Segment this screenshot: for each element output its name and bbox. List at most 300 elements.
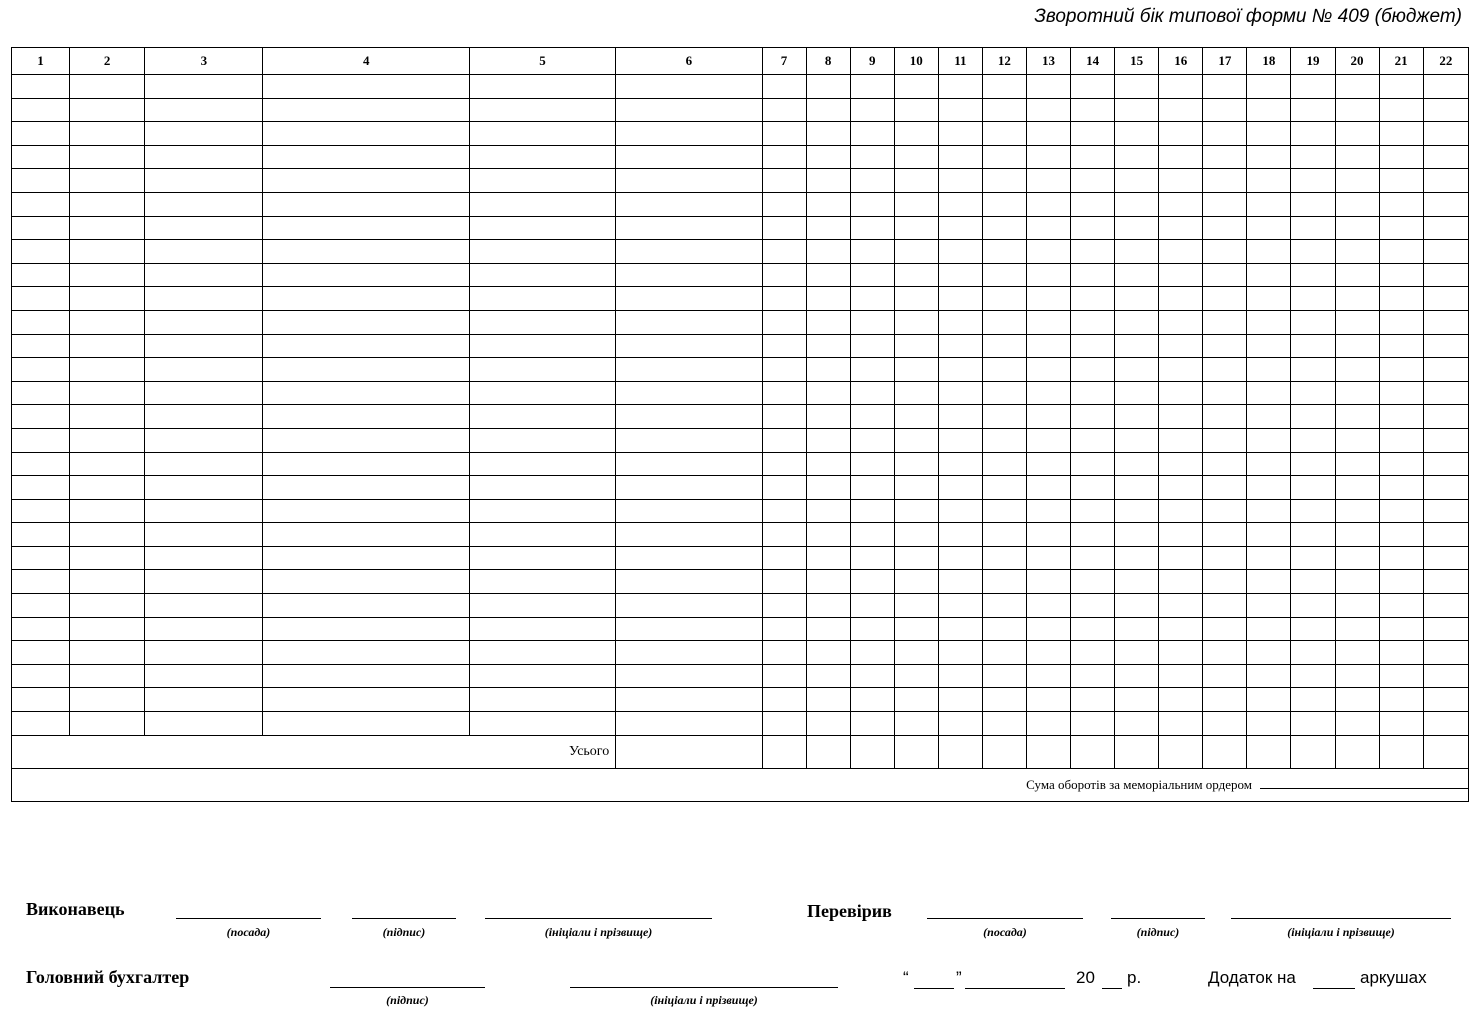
table-cell[interactable]	[1071, 499, 1115, 523]
table-cell[interactable]	[1159, 712, 1203, 736]
table-cell[interactable]	[12, 594, 70, 618]
table-cell[interactable]	[70, 192, 145, 216]
table-cell[interactable]	[1291, 240, 1335, 264]
table-cell[interactable]	[762, 192, 806, 216]
table-cell[interactable]	[1379, 476, 1423, 500]
table-cell[interactable]	[1423, 617, 1468, 641]
table-cell[interactable]	[1247, 617, 1291, 641]
table-cell[interactable]	[12, 641, 70, 665]
table-cell[interactable]	[263, 712, 469, 736]
table-cell[interactable]	[1071, 145, 1115, 169]
table-cell[interactable]	[1423, 216, 1468, 240]
table-cell[interactable]	[1247, 499, 1291, 523]
table-cell[interactable]	[806, 712, 850, 736]
table-cell[interactable]	[1071, 122, 1115, 146]
table-cell[interactable]	[70, 381, 145, 405]
table-cell[interactable]	[1203, 98, 1247, 122]
table-cell[interactable]	[982, 570, 1026, 594]
table-cell[interactable]	[1159, 122, 1203, 146]
table-cell[interactable]	[850, 499, 894, 523]
table-cell[interactable]	[806, 169, 850, 193]
table-cell[interactable]	[1423, 75, 1468, 99]
table-cell[interactable]	[762, 712, 806, 736]
table-cell[interactable]	[1071, 664, 1115, 688]
table-cell[interactable]	[1115, 499, 1159, 523]
table-cell[interactable]	[1291, 452, 1335, 476]
table-cell[interactable]	[1291, 122, 1335, 146]
table-cell[interactable]	[1379, 428, 1423, 452]
table-cell[interactable]	[1026, 546, 1070, 570]
table-cell[interactable]	[1203, 358, 1247, 382]
table-cell[interactable]	[1247, 641, 1291, 665]
table-cell[interactable]	[1026, 570, 1070, 594]
table-cell[interactable]	[616, 240, 762, 264]
table-cell[interactable]	[1423, 310, 1468, 334]
table-cell[interactable]	[1247, 310, 1291, 334]
table-cell[interactable]	[616, 452, 762, 476]
table-cell[interactable]	[982, 287, 1026, 311]
table-cell[interactable]	[469, 122, 615, 146]
table-cell[interactable]	[469, 523, 615, 547]
table-cell[interactable]	[12, 145, 70, 169]
table-cell[interactable]	[1026, 476, 1070, 500]
table-cell[interactable]	[1379, 310, 1423, 334]
table-cell[interactable]	[762, 358, 806, 382]
table-cell[interactable]	[1159, 334, 1203, 358]
table-cell[interactable]	[1026, 641, 1070, 665]
table-cell[interactable]	[1291, 145, 1335, 169]
table-cell[interactable]	[1379, 570, 1423, 594]
table-cell[interactable]	[894, 546, 938, 570]
table-cell[interactable]	[982, 145, 1026, 169]
table-cell[interactable]	[1203, 523, 1247, 547]
table-cell[interactable]	[1026, 617, 1070, 641]
table-cell[interactable]	[145, 75, 263, 99]
table-cell[interactable]	[850, 523, 894, 547]
table-cell[interactable]	[1203, 145, 1247, 169]
table-cell[interactable]	[762, 476, 806, 500]
table-cell[interactable]	[1026, 169, 1070, 193]
table-cell[interactable]	[145, 712, 263, 736]
table-cell[interactable]	[850, 405, 894, 429]
table-cell[interactable]	[70, 240, 145, 264]
table-cell[interactable]	[1071, 641, 1115, 665]
table-cell[interactable]	[1247, 192, 1291, 216]
table-cell[interactable]	[1291, 192, 1335, 216]
table-cell[interactable]	[1159, 523, 1203, 547]
table-cell[interactable]	[616, 216, 762, 240]
total-cell[interactable]	[938, 735, 982, 768]
table-cell[interactable]	[894, 476, 938, 500]
table-cell[interactable]	[263, 75, 469, 99]
table-cell[interactable]	[1291, 476, 1335, 500]
table-cell[interactable]	[1423, 641, 1468, 665]
table-cell[interactable]	[1159, 688, 1203, 712]
table-cell[interactable]	[806, 287, 850, 311]
table-cell[interactable]	[616, 712, 762, 736]
table-cell[interactable]	[1423, 570, 1468, 594]
table-cell[interactable]	[469, 546, 615, 570]
table-cell[interactable]	[145, 405, 263, 429]
table-cell[interactable]	[1335, 287, 1379, 311]
table-cell[interactable]	[1379, 405, 1423, 429]
table-cell[interactable]	[1159, 641, 1203, 665]
table-cell[interactable]	[70, 546, 145, 570]
table-cell[interactable]	[616, 169, 762, 193]
table-cell[interactable]	[1247, 145, 1291, 169]
total-cell[interactable]	[616, 735, 762, 768]
table-cell[interactable]	[938, 712, 982, 736]
table-cell[interactable]	[145, 499, 263, 523]
table-cell[interactable]	[1071, 310, 1115, 334]
table-cell[interactable]	[70, 476, 145, 500]
table-cell[interactable]	[263, 523, 469, 547]
table-cell[interactable]	[1203, 664, 1247, 688]
table-cell[interactable]	[982, 240, 1026, 264]
table-cell[interactable]	[982, 428, 1026, 452]
table-cell[interactable]	[1335, 263, 1379, 287]
table-cell[interactable]	[1026, 523, 1070, 547]
table-cell[interactable]	[762, 381, 806, 405]
table-cell[interactable]	[850, 712, 894, 736]
table-cell[interactable]	[1247, 287, 1291, 311]
table-cell[interactable]	[469, 145, 615, 169]
table-cell[interactable]	[1071, 688, 1115, 712]
table-cell[interactable]	[263, 546, 469, 570]
table-cell[interactable]	[1291, 594, 1335, 618]
table-cell[interactable]	[1291, 712, 1335, 736]
table-cell[interactable]	[1247, 334, 1291, 358]
table-cell[interactable]	[70, 570, 145, 594]
table-cell[interactable]	[762, 499, 806, 523]
table-cell[interactable]	[12, 381, 70, 405]
table-cell[interactable]	[1423, 712, 1468, 736]
total-cell[interactable]	[1071, 735, 1115, 768]
table-cell[interactable]	[982, 405, 1026, 429]
table-cell[interactable]	[1291, 405, 1335, 429]
table-cell[interactable]	[1379, 240, 1423, 264]
table-cell[interactable]	[1379, 122, 1423, 146]
table-cell[interactable]	[938, 98, 982, 122]
table-cell[interactable]	[938, 688, 982, 712]
table-cell[interactable]	[1203, 428, 1247, 452]
table-cell[interactable]	[1203, 192, 1247, 216]
table-cell[interactable]	[894, 405, 938, 429]
table-cell[interactable]	[70, 216, 145, 240]
table-cell[interactable]	[938, 641, 982, 665]
table-cell[interactable]	[762, 641, 806, 665]
table-cell[interactable]	[1291, 287, 1335, 311]
total-cell[interactable]	[1159, 735, 1203, 768]
table-cell[interactable]	[469, 712, 615, 736]
table-cell[interactable]	[1026, 192, 1070, 216]
table-cell[interactable]	[12, 405, 70, 429]
table-cell[interactable]	[938, 546, 982, 570]
table-cell[interactable]	[1071, 192, 1115, 216]
table-cell[interactable]	[982, 664, 1026, 688]
table-cell[interactable]	[894, 240, 938, 264]
table-cell[interactable]	[616, 664, 762, 688]
table-cell[interactable]	[1335, 122, 1379, 146]
total-cell[interactable]	[1247, 735, 1291, 768]
table-cell[interactable]	[1379, 75, 1423, 99]
table-cell[interactable]	[1379, 381, 1423, 405]
total-cell[interactable]	[894, 735, 938, 768]
table-cell[interactable]	[894, 310, 938, 334]
table-cell[interactable]	[938, 287, 982, 311]
table-cell[interactable]	[1247, 452, 1291, 476]
table-cell[interactable]	[263, 240, 469, 264]
table-cell[interactable]	[982, 381, 1026, 405]
table-cell[interactable]	[850, 452, 894, 476]
table-cell[interactable]	[1159, 192, 1203, 216]
table-cell[interactable]	[1115, 358, 1159, 382]
table-cell[interactable]	[1423, 334, 1468, 358]
table-cell[interactable]	[1335, 499, 1379, 523]
table-cell[interactable]	[616, 192, 762, 216]
table-cell[interactable]	[263, 405, 469, 429]
table-cell[interactable]	[263, 452, 469, 476]
table-cell[interactable]	[762, 240, 806, 264]
table-cell[interactable]	[806, 75, 850, 99]
table-cell[interactable]	[938, 405, 982, 429]
table-cell[interactable]	[469, 594, 615, 618]
table-cell[interactable]	[894, 263, 938, 287]
table-cell[interactable]	[1026, 358, 1070, 382]
table-cell[interactable]	[1203, 75, 1247, 99]
table-cell[interactable]	[1379, 216, 1423, 240]
table-cell[interactable]	[1026, 287, 1070, 311]
table-cell[interactable]	[616, 145, 762, 169]
table-cell[interactable]	[145, 476, 263, 500]
table-cell[interactable]	[1291, 641, 1335, 665]
table-cell[interactable]	[982, 617, 1026, 641]
table-cell[interactable]	[894, 75, 938, 99]
table-cell[interactable]	[850, 192, 894, 216]
table-cell[interactable]	[616, 122, 762, 146]
table-cell[interactable]	[12, 688, 70, 712]
table-cell[interactable]	[1291, 570, 1335, 594]
table-cell[interactable]	[1247, 216, 1291, 240]
table-cell[interactable]	[1291, 263, 1335, 287]
table-cell[interactable]	[1247, 428, 1291, 452]
executor-name-line[interactable]	[485, 918, 712, 919]
table-cell[interactable]	[70, 594, 145, 618]
table-cell[interactable]	[469, 75, 615, 99]
table-cell[interactable]	[616, 617, 762, 641]
table-cell[interactable]	[263, 287, 469, 311]
table-cell[interactable]	[762, 546, 806, 570]
table-cell[interactable]	[894, 145, 938, 169]
table-cell[interactable]	[850, 570, 894, 594]
table-cell[interactable]	[70, 145, 145, 169]
table-cell[interactable]	[1291, 499, 1335, 523]
table-cell[interactable]	[1071, 405, 1115, 429]
table-cell[interactable]	[145, 192, 263, 216]
table-cell[interactable]	[894, 594, 938, 618]
table-cell[interactable]	[1335, 617, 1379, 641]
table-cell[interactable]	[469, 169, 615, 193]
table-cell[interactable]	[850, 169, 894, 193]
table-cell[interactable]	[70, 428, 145, 452]
table-cell[interactable]	[982, 263, 1026, 287]
table-cell[interactable]	[1115, 216, 1159, 240]
table-cell[interactable]	[469, 452, 615, 476]
table-cell[interactable]	[70, 664, 145, 688]
table-cell[interactable]	[1247, 664, 1291, 688]
table-cell[interactable]	[1071, 546, 1115, 570]
table-cell[interactable]	[1026, 98, 1070, 122]
table-cell[interactable]	[762, 688, 806, 712]
table-cell[interactable]	[263, 499, 469, 523]
table-cell[interactable]	[12, 617, 70, 641]
table-cell[interactable]	[938, 452, 982, 476]
table-cell[interactable]	[263, 334, 469, 358]
table-cell[interactable]	[894, 570, 938, 594]
table-cell[interactable]	[469, 688, 615, 712]
table-cell[interactable]	[1026, 452, 1070, 476]
table-cell[interactable]	[938, 263, 982, 287]
table-cell[interactable]	[12, 75, 70, 99]
table-cell[interactable]	[145, 617, 263, 641]
table-cell[interactable]	[1115, 428, 1159, 452]
table-cell[interactable]	[982, 169, 1026, 193]
table-cell[interactable]	[1159, 169, 1203, 193]
table-cell[interactable]	[1159, 664, 1203, 688]
table-cell[interactable]	[762, 75, 806, 99]
table-cell[interactable]	[1026, 240, 1070, 264]
table-cell[interactable]	[263, 664, 469, 688]
table-cell[interactable]	[616, 523, 762, 547]
table-cell[interactable]	[806, 664, 850, 688]
table-cell[interactable]	[1335, 240, 1379, 264]
table-cell[interactable]	[70, 98, 145, 122]
table-cell[interactable]	[12, 263, 70, 287]
table-cell[interactable]	[938, 216, 982, 240]
table-cell[interactable]	[1115, 476, 1159, 500]
table-cell[interactable]	[806, 617, 850, 641]
table-cell[interactable]	[145, 594, 263, 618]
table-cell[interactable]	[1335, 405, 1379, 429]
table-cell[interactable]	[1203, 405, 1247, 429]
table-cell[interactable]	[1115, 523, 1159, 547]
table-cell[interactable]	[1335, 381, 1379, 405]
table-cell[interactable]	[12, 98, 70, 122]
table-cell[interactable]	[469, 240, 615, 264]
table-cell[interactable]	[1291, 664, 1335, 688]
table-cell[interactable]	[1379, 169, 1423, 193]
table-cell[interactable]	[1026, 664, 1070, 688]
table-cell[interactable]	[12, 192, 70, 216]
table-cell[interactable]	[1115, 334, 1159, 358]
table-cell[interactable]	[1071, 287, 1115, 311]
table-cell[interactable]	[1159, 263, 1203, 287]
table-cell[interactable]	[1159, 546, 1203, 570]
total-cell[interactable]	[1026, 735, 1070, 768]
table-cell[interactable]	[469, 476, 615, 500]
table-cell[interactable]	[12, 310, 70, 334]
table-cell[interactable]	[145, 145, 263, 169]
table-cell[interactable]	[1203, 570, 1247, 594]
table-cell[interactable]	[1423, 263, 1468, 287]
table-cell[interactable]	[1247, 381, 1291, 405]
table-cell[interactable]	[1071, 476, 1115, 500]
table-cell[interactable]	[850, 664, 894, 688]
table-cell[interactable]	[982, 641, 1026, 665]
table-cell[interactable]	[1247, 169, 1291, 193]
table-cell[interactable]	[982, 688, 1026, 712]
table-cell[interactable]	[469, 98, 615, 122]
table-cell[interactable]	[762, 334, 806, 358]
table-cell[interactable]	[1115, 381, 1159, 405]
table-cell[interactable]	[145, 381, 263, 405]
table-cell[interactable]	[469, 334, 615, 358]
table-cell[interactable]	[263, 381, 469, 405]
table-cell[interactable]	[938, 428, 982, 452]
table-cell[interactable]	[1335, 546, 1379, 570]
table-cell[interactable]	[1335, 192, 1379, 216]
table-cell[interactable]	[1159, 240, 1203, 264]
table-cell[interactable]	[1159, 310, 1203, 334]
table-cell[interactable]	[806, 428, 850, 452]
table-cell[interactable]	[1379, 641, 1423, 665]
table-cell[interactable]	[616, 381, 762, 405]
table-cell[interactable]	[1335, 98, 1379, 122]
total-cell[interactable]	[1203, 735, 1247, 768]
table-cell[interactable]	[982, 310, 1026, 334]
table-cell[interactable]	[145, 334, 263, 358]
table-cell[interactable]	[1203, 594, 1247, 618]
table-cell[interactable]	[1115, 192, 1159, 216]
table-cell[interactable]	[938, 523, 982, 547]
table-cell[interactable]	[616, 688, 762, 712]
table-cell[interactable]	[70, 287, 145, 311]
table-cell[interactable]	[263, 641, 469, 665]
table-cell[interactable]	[894, 664, 938, 688]
table-cell[interactable]	[1247, 546, 1291, 570]
table-cell[interactable]	[1291, 546, 1335, 570]
date-month-line[interactable]	[965, 988, 1065, 989]
table-cell[interactable]	[1071, 263, 1115, 287]
table-cell[interactable]	[762, 122, 806, 146]
table-cell[interactable]	[70, 712, 145, 736]
table-cell[interactable]	[1291, 688, 1335, 712]
table-cell[interactable]	[1071, 570, 1115, 594]
table-cell[interactable]	[70, 169, 145, 193]
table-cell[interactable]	[145, 122, 263, 146]
total-cell[interactable]	[1335, 735, 1379, 768]
table-cell[interactable]	[145, 358, 263, 382]
table-cell[interactable]	[1159, 499, 1203, 523]
table-cell[interactable]	[1159, 476, 1203, 500]
table-cell[interactable]	[1379, 192, 1423, 216]
table-cell[interactable]	[938, 664, 982, 688]
table-cell[interactable]	[806, 334, 850, 358]
table-cell[interactable]	[263, 216, 469, 240]
table-cell[interactable]	[1159, 216, 1203, 240]
table-cell[interactable]	[894, 523, 938, 547]
table-cell[interactable]	[1291, 169, 1335, 193]
table-cell[interactable]	[616, 263, 762, 287]
table-cell[interactable]	[1203, 476, 1247, 500]
table-cell[interactable]	[263, 428, 469, 452]
table-cell[interactable]	[145, 428, 263, 452]
table-cell[interactable]	[1423, 546, 1468, 570]
table-cell[interactable]	[1423, 192, 1468, 216]
table-cell[interactable]	[616, 594, 762, 618]
table-cell[interactable]	[894, 169, 938, 193]
table-cell[interactable]	[1026, 712, 1070, 736]
